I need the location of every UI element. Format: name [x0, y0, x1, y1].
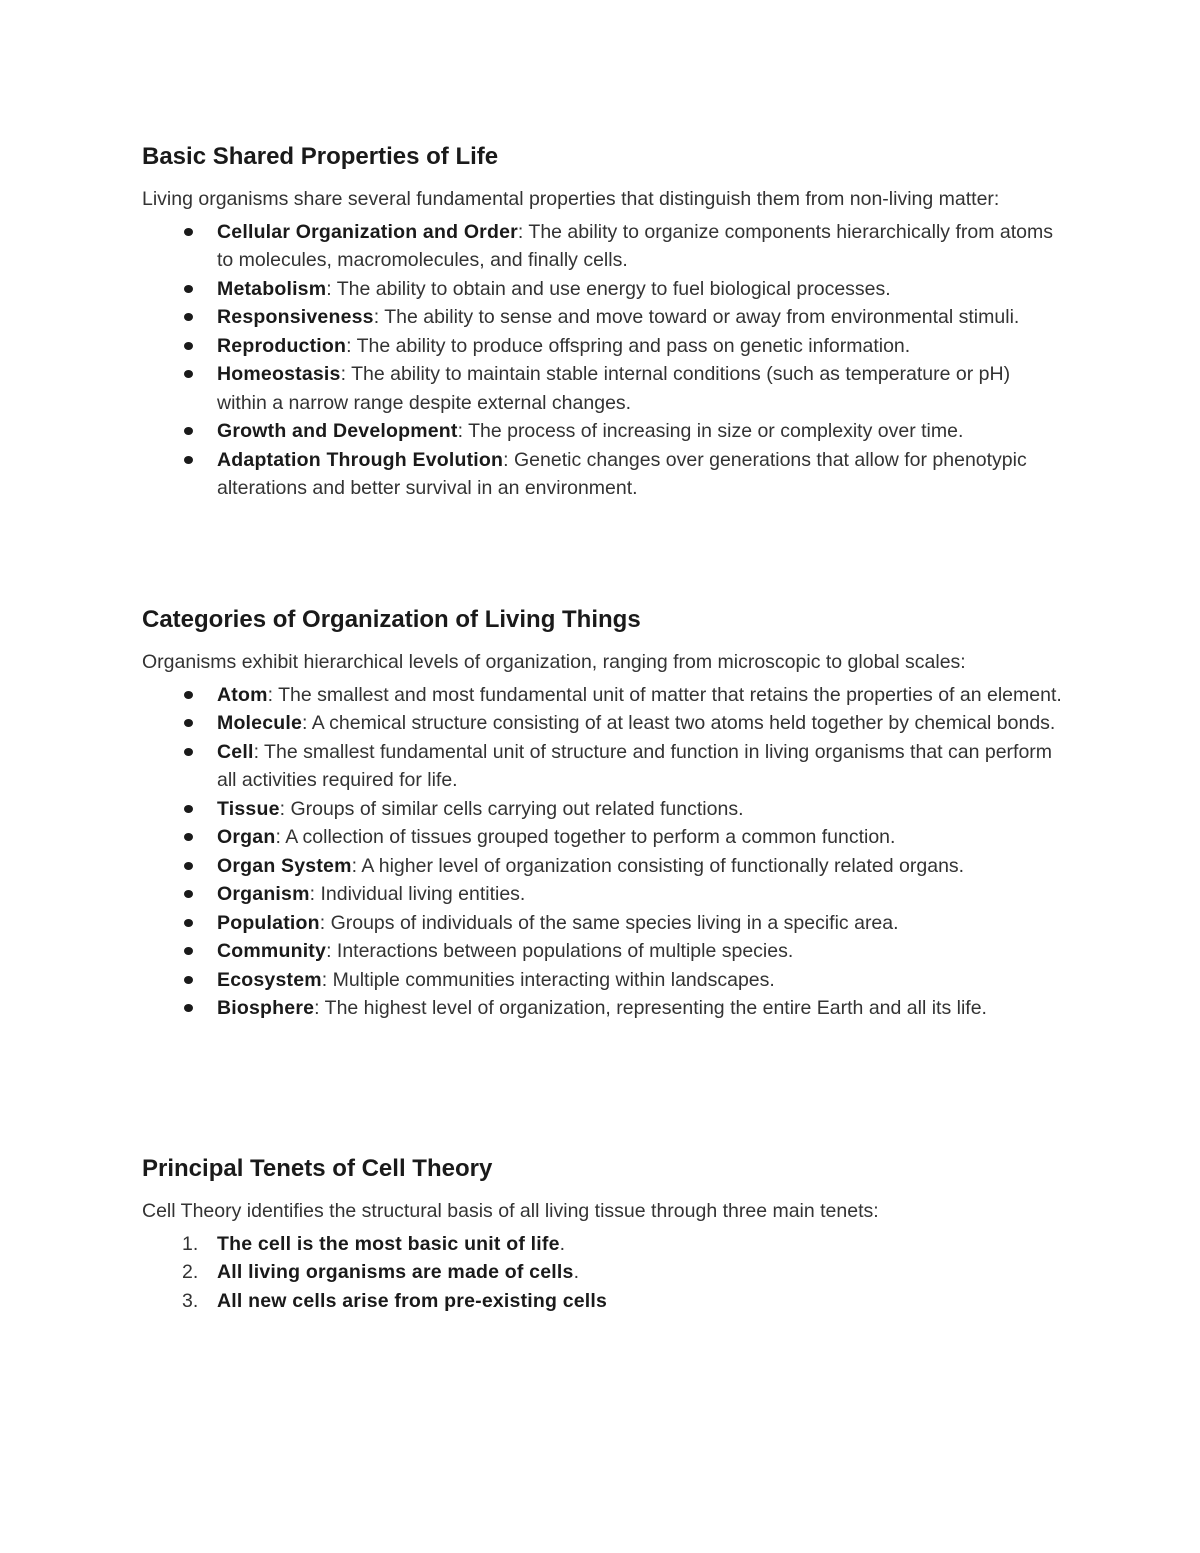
item-description: : The ability to maintain stable internal conditions (such as temperature or pH) within a narrow range despite external changes. — [217, 363, 1011, 414]
item-description: : A higher level of organization consisting of functionally related organs. — [351, 854, 965, 877]
item-number: 3. — [182, 1289, 199, 1312]
list-item — [142, 218, 1062, 275]
bullet-icon — [184, 427, 193, 435]
bullet-icon — [184, 691, 193, 699]
bullet-icon — [184, 805, 193, 813]
bullet-icon — [184, 456, 193, 464]
section-organization-categories — [142, 604, 1062, 1023]
bullet-icon — [184, 748, 193, 756]
bullet-icon — [184, 342, 193, 350]
item-term: Population — [217, 911, 320, 934]
item-term: Organ System — [217, 854, 352, 877]
item-description: : Genetic changes over generations that allow for phenotypic alterations and better survival in an environment. — [217, 448, 1027, 499]
section-basic-properties — [142, 141, 1062, 503]
item-description: : Interactions between populations of multiple species. — [326, 940, 794, 962]
item-term: Responsiveness — [217, 306, 374, 328]
item-number: 2. — [182, 1261, 199, 1283]
list-item — [142, 303, 1062, 332]
list-item — [142, 1258, 1062, 1287]
bullet-icon — [184, 719, 193, 727]
bullet-icon — [184, 313, 193, 321]
item-description: : The process of increasing in size or complexity over time. — [457, 420, 964, 442]
item-term: Adaptation Through Evolution — [217, 448, 504, 471]
item-term: Organ — [217, 826, 276, 848]
list-item — [142, 417, 1062, 446]
bullet-icon — [184, 285, 193, 293]
section-cell-theory — [142, 1153, 1062, 1315]
bullet-icon — [184, 1004, 193, 1012]
bullet-icon — [184, 890, 193, 898]
item-description: : Groups of similar cells carrying out related functions. — [279, 797, 744, 820]
list-item — [142, 446, 1062, 503]
item-term: Ecosystem — [217, 968, 322, 991]
item-description: : The smallest and most fundamental unit of matter that retains the properties of an element. — [267, 683, 1062, 706]
item-description: : A chemical structure consisting of at least two atoms held together by chemical bonds. — [302, 712, 1056, 734]
item-term: Tissue — [217, 797, 280, 820]
section-heading: Principal Tenets of Cell Theory — [142, 1155, 493, 1182]
list-item — [142, 360, 1062, 417]
bullet-icon — [184, 976, 193, 984]
item-description: : The ability to sense and move toward or away from environmental stimuli. — [373, 306, 1020, 328]
item-description: : Multiple communities interacting within landscapes. — [321, 968, 775, 991]
item-description: : Individual living entities. — [309, 883, 526, 905]
item-description: : The ability to obtain and use energy to fuel biological processes. — [326, 277, 891, 300]
item-term: Atom — [217, 683, 268, 706]
list-item — [142, 994, 1062, 1023]
tenet-statement: The cell is the most basic unit of life — [217, 1232, 560, 1255]
section-intro: Organisms exhibit hierarchical levels of organization, ranging from microscopic to global scales: — [142, 651, 966, 673]
list-item — [142, 852, 1062, 881]
list-item — [142, 681, 1062, 710]
item-term: Community — [217, 940, 327, 962]
item-term: Homeostasis — [217, 363, 341, 385]
list-item — [142, 909, 1062, 938]
list-item — [142, 275, 1062, 304]
list-item — [142, 1287, 1062, 1316]
item-term: Cellular Organization and Order — [217, 220, 518, 243]
item-term: Metabolism — [217, 277, 327, 300]
item-term: Biosphere — [217, 997, 315, 1019]
bullet-icon — [184, 947, 193, 955]
list-item — [142, 795, 1062, 824]
tenet-statement: All living organisms are made of cells — [217, 1261, 574, 1283]
list-item — [142, 880, 1062, 909]
list-item — [142, 332, 1062, 361]
levels-list — [142, 681, 1062, 1023]
bullet-icon — [184, 862, 193, 870]
item-description: : The smallest fundamental unit of structure and function in living organisms that can perform all activities required for life. — [217, 740, 1053, 791]
item-term: Growth and Development — [217, 420, 458, 442]
item-description: : The highest level of organization, representing the entire Earth and all its life. — [314, 997, 987, 1019]
item-term: Cell — [217, 740, 254, 763]
item-term: Reproduction — [217, 334, 347, 357]
bullet-icon — [184, 919, 193, 927]
item-term: Organism — [217, 883, 310, 905]
section-heading: Basic Shared Properties of Life — [142, 143, 499, 170]
item-term: Molecule — [217, 712, 303, 734]
item-description: : A collection of tissues grouped together to perform a common function. — [275, 826, 896, 848]
tenet-statement: All new cells arise from pre-existing cells — [217, 1289, 608, 1312]
item-description: : Groups of individuals of the same species living in a specific area. — [319, 911, 899, 934]
section-heading: Categories of Organization of Living Things — [142, 606, 641, 633]
section-intro: Living organisms share several fundamental properties that distinguish them from non-living matter: — [142, 188, 1000, 210]
bullet-icon — [184, 370, 193, 378]
list-item — [142, 937, 1062, 966]
item-description: : The ability to produce offspring and pass on genetic information. — [346, 334, 911, 357]
list-item — [142, 709, 1062, 738]
bullet-icon — [184, 833, 193, 841]
tenet-punctuation: . — [559, 1232, 566, 1255]
list-item — [142, 738, 1062, 795]
item-number: 1. — [182, 1232, 199, 1255]
properties-list — [142, 218, 1062, 503]
section-intro: Cell Theory identifies the structural basis of all living tissue through three main tenets: — [142, 1200, 879, 1222]
list-item — [142, 966, 1062, 995]
list-item — [142, 1230, 1062, 1259]
tenet-punctuation: . — [573, 1261, 579, 1283]
list-item — [142, 823, 1062, 852]
item-description: : The ability to organize components hierarchically from atoms to molecules, macromolecules, and finally cells. — [217, 220, 1053, 271]
bullet-icon — [184, 228, 193, 236]
tenets-list — [142, 1230, 1062, 1316]
